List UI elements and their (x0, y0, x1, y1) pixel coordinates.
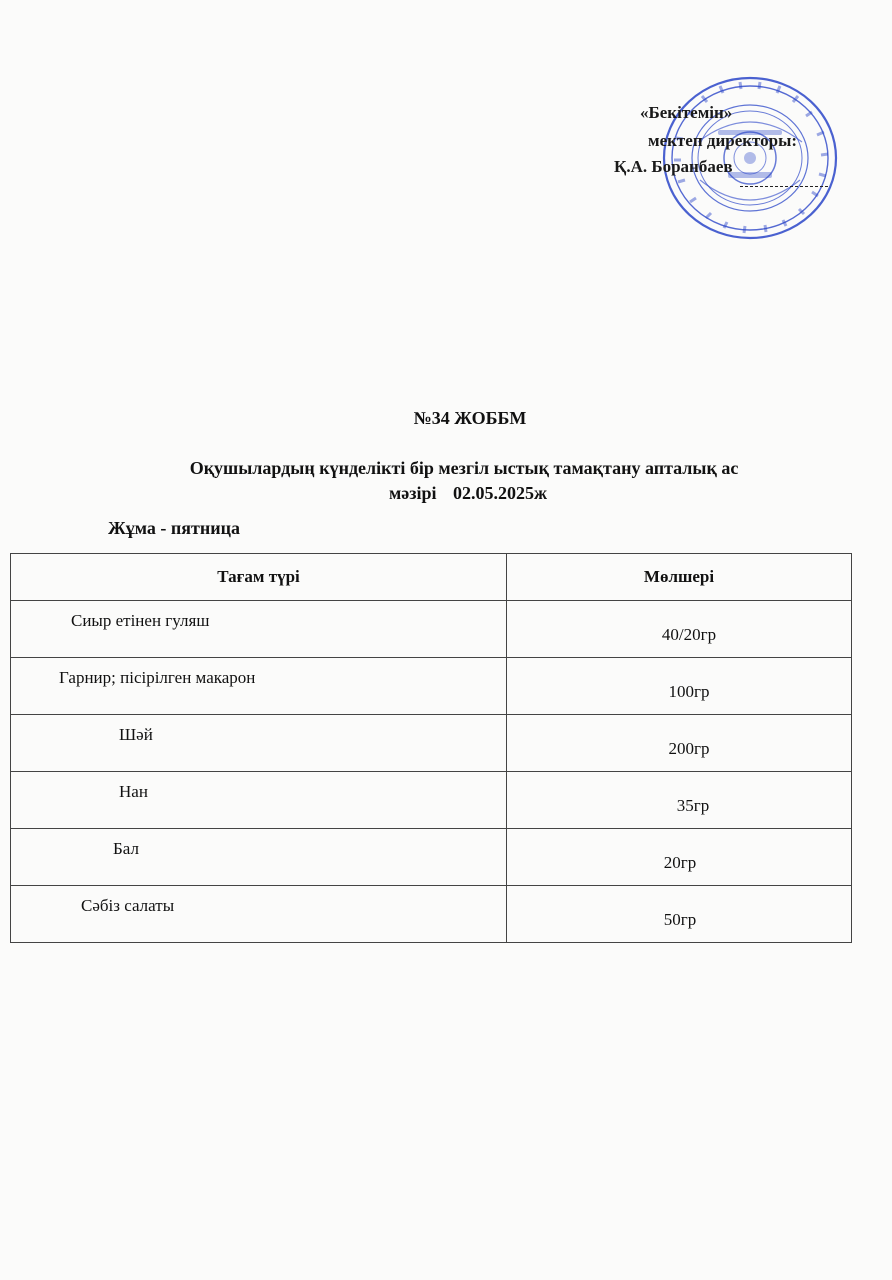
dish-amount: 100гр (507, 658, 852, 715)
dish-name: Гарнир; пісірілген макарон (59, 668, 256, 687)
menu-title: Оқушылардың күнделікті бір мезгіл ыстық тамақтану апталық ас (189, 458, 739, 478)
menu-date: 02.05.2025ж (452, 483, 548, 503)
dish-name-cell (11, 886, 507, 943)
table-row (11, 829, 852, 886)
column-header-dish: Тағам түрі (11, 554, 507, 601)
menu-title-line2 (22, 483, 892, 504)
dish-amount: 50гр (507, 886, 852, 943)
dish-name-cell (11, 658, 507, 715)
table-row (11, 715, 852, 772)
dish-name-cell (11, 715, 507, 772)
dish-name: Сиыр етінен гуляш (71, 611, 210, 630)
table-header-row (11, 554, 852, 601)
table-row (11, 658, 852, 715)
column-header-amount: Мөлшері (507, 554, 852, 601)
dish-name-cell (11, 772, 507, 829)
dish-name: Бал (113, 839, 139, 858)
menu-title-word: мәзірі (388, 483, 437, 503)
table-row (11, 601, 852, 658)
approval-position: мектеп директоры: (648, 131, 798, 150)
table-row (11, 886, 852, 943)
menu-table (10, 553, 852, 943)
dish-amount: 20гр (507, 829, 852, 886)
dish-amount: 200гр (507, 715, 852, 772)
weekday-label: Жұма - пятница (108, 518, 240, 538)
dish-name-cell (11, 829, 507, 886)
dish-name-cell (11, 601, 507, 658)
signature-line (740, 186, 828, 187)
dish-name: Нан (119, 782, 148, 801)
approval-title: «Бекітемін» (640, 103, 733, 122)
approval-signatory: Қ.А. Боранбаев (614, 157, 733, 176)
dish-name: Шәй (119, 725, 153, 744)
school-name: №34 ЖОББМ (413, 408, 527, 428)
dish-amount: 40/20гр (507, 601, 852, 658)
table-row (11, 772, 852, 829)
dish-name: Сәбіз салаты (81, 896, 175, 915)
dish-amount: 35гр (507, 772, 852, 829)
